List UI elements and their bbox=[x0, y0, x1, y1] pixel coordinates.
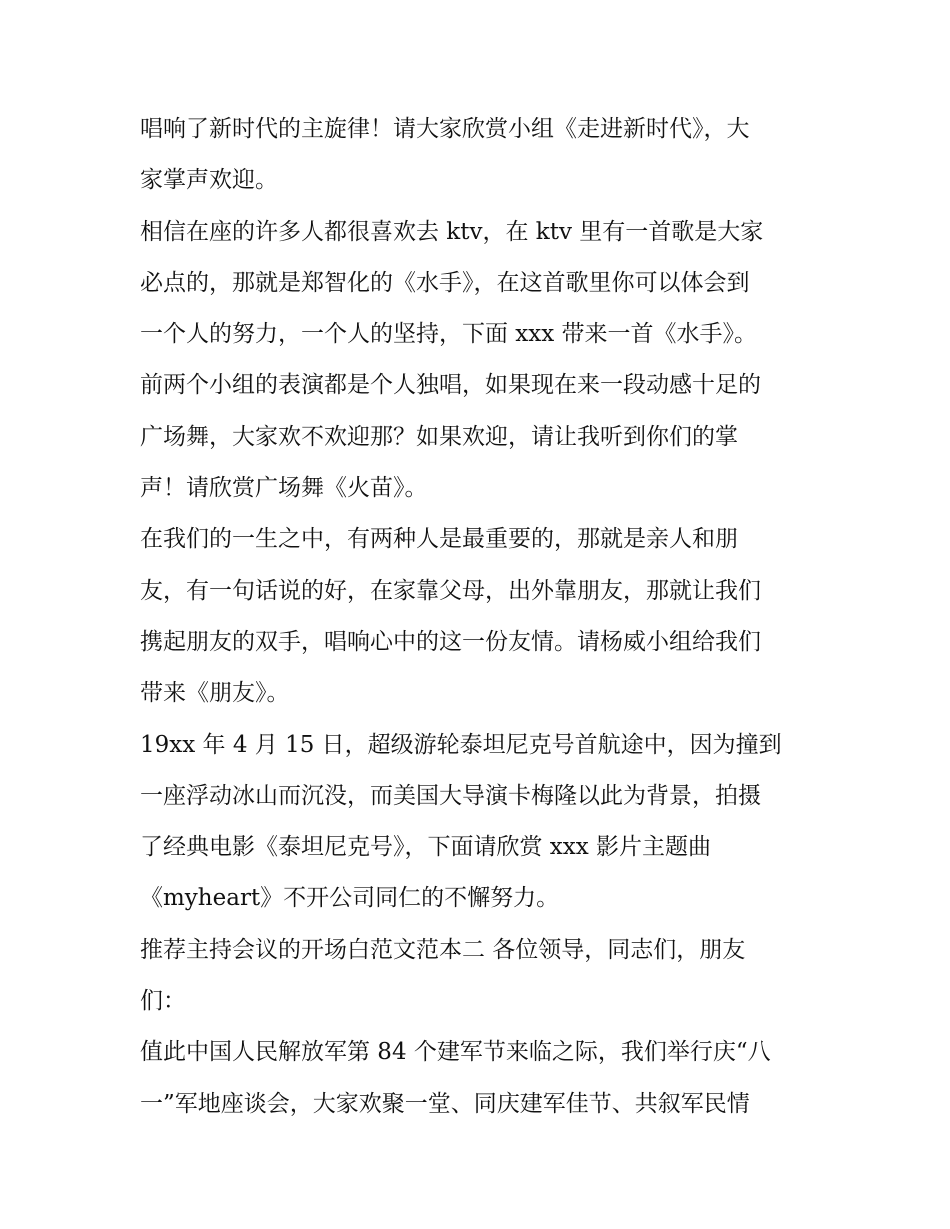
text-line: 值此中国人民解放军第 84 个建军节来临之际，我们举行庆“八 bbox=[140, 1039, 771, 1066]
text-line: 唱响了新时代的主旋律！请大家欣赏小组《走进新时代》，大 bbox=[140, 116, 750, 142]
text-line: 携起朋友的双手，唱响心中的这一份友情。请杨威小组给我们 bbox=[140, 628, 761, 655]
text-line: 们： bbox=[140, 988, 186, 1015]
text-line: 《myheart》不开公司同仁的不懈努力。 bbox=[140, 885, 560, 912]
text-line: 19xx 年 4 月 15 日，超级游轮泰坦尼克号首航途中，因为撞到 bbox=[140, 731, 782, 758]
text-line: 声！请欣赏广场舞《火苗》。 bbox=[140, 475, 428, 502]
text-line: 一”军地座谈会，大家欢聚一堂、同庆建军佳节、共叙军民情 bbox=[140, 1090, 750, 1117]
text-line: 带来《朋友》。 bbox=[140, 680, 290, 707]
text-line: 家掌声欢迎。 bbox=[140, 167, 278, 194]
text-line: 了经典电影《泰坦尼克号》，下面请欣赏 xxx 影片主题曲 bbox=[140, 834, 712, 861]
text-line: 推荐主持会议的开场白范文范本二 各位领导，同志们，朋友 bbox=[140, 936, 746, 963]
text-line: 必点的，那就是郑智化的《水手》，在这首歌里你可以体会到 bbox=[140, 269, 750, 296]
text-line: 一座浮动冰山而沉没，而美国大导演卡梅隆以此为背景，拍摄 bbox=[140, 782, 761, 809]
text-line: 在我们的一生之中，有两种人是最重要的，那就是亲人和朋 bbox=[140, 526, 738, 553]
text-line: 友，有一句话说的好，在家靠父母，出外靠朋友，那就让我们 bbox=[140, 577, 761, 604]
document-body bbox=[140, 104, 820, 1130]
text-line: 前两个小组的表演都是个人独唱，如果现在来一段动感十足的 bbox=[140, 372, 761, 399]
text-line: 相信在座的许多人都很喜欢去 ktv，在 ktv 里有一首歌是大家 bbox=[140, 218, 764, 245]
text-line: 广场舞，大家欢不欢迎那？如果欢迎，请让我听到你们的掌 bbox=[140, 423, 738, 450]
text-line: 一个人的努力，一个人的坚持，下面 xxx 带来一首《水手》。 bbox=[140, 321, 758, 348]
